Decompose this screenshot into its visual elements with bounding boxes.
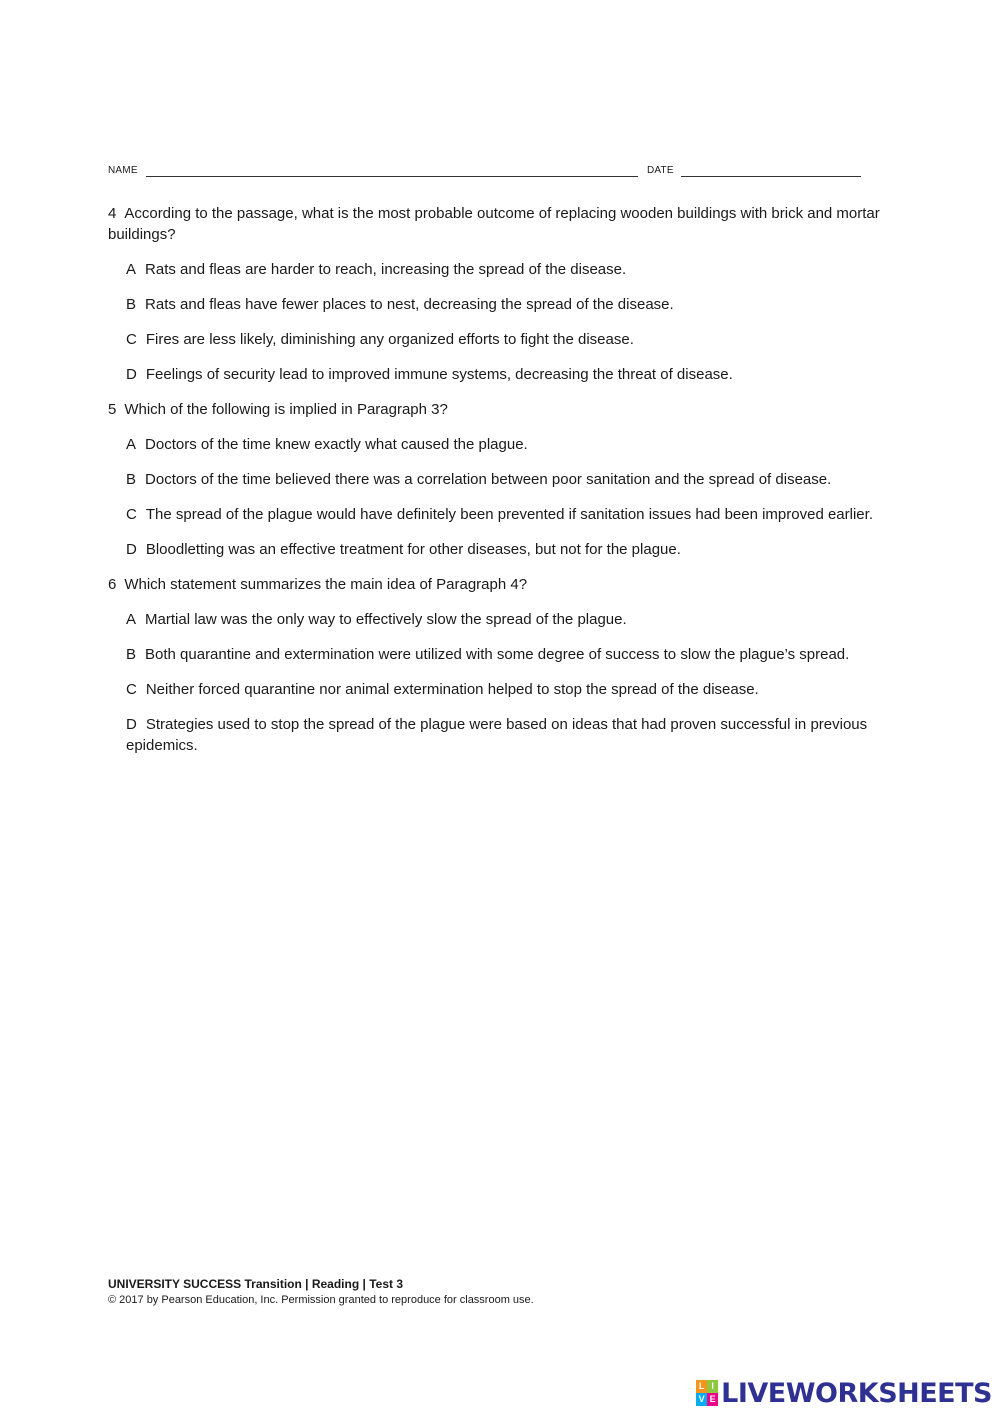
question-number: 6 [108, 576, 117, 593]
question-number: 4 [108, 205, 117, 222]
option-text: Rats and fleas are harder to reach, increasing the spread of the disease. [145, 261, 627, 278]
question-stem [108, 203, 898, 245]
question-5 [108, 399, 898, 560]
date-field-line[interactable] [681, 176, 861, 177]
page-footer [108, 1276, 534, 1308]
question-text: Which statement summarizes the main idea of Paragraph 4? [124, 576, 528, 593]
answer-option[interactable] [126, 609, 898, 630]
option-letter: A [126, 436, 137, 453]
name-label: NAME [108, 165, 138, 176]
option-text: Rats and fleas have fewer places to nest, decreasing the spread of the disease. [145, 296, 674, 313]
option-letter: D [126, 366, 137, 383]
option-letter: B [126, 471, 137, 488]
option-letter: A [126, 611, 137, 628]
question-number: 5 [108, 401, 117, 418]
option-text: Martial law was the only way to effectively slow the spread of the plague. [145, 611, 627, 628]
liveworksheets-logo[interactable] [696, 1375, 992, 1411]
logo-letter: L [696, 1380, 707, 1393]
answer-option[interactable] [126, 469, 898, 490]
question-4 [108, 203, 898, 385]
option-text: Fires are less likely, diminishing any organized efforts to fight the disease. [145, 331, 634, 348]
option-text: Strategies used to stop the spread of the plague were based on ideas that had proven successful in previous epidemics. [126, 716, 868, 754]
logo-letter: I [707, 1380, 718, 1393]
brand-wordmark: LIVEWORKSHEETS [721, 1377, 992, 1409]
option-letter: D [126, 716, 137, 733]
answer-option[interactable] [126, 539, 898, 560]
option-letter: B [126, 296, 137, 313]
name-field-line[interactable] [146, 176, 638, 177]
option-letter: A [126, 261, 137, 278]
footer-copyright: © 2017 by Pearson Education, Inc. Permission granted to reproduce for classroom use. [108, 1294, 534, 1306]
answer-option[interactable] [126, 294, 898, 315]
option-letter: B [126, 646, 137, 663]
option-text: The spread of the plague would have definitely been prevented if sanitation issues had been improved earlier. [145, 506, 873, 523]
answer-option[interactable] [126, 504, 898, 525]
answer-option[interactable] [126, 434, 898, 455]
logo-letter: V [696, 1393, 707, 1406]
question-text: Which of the following is implied in Paragraph 3? [124, 401, 448, 418]
option-letter: C [126, 681, 137, 698]
option-text: Doctors of the time knew exactly what caused the plague. [145, 436, 528, 453]
option-text: Bloodletting was an effective treatment for other diseases, but not for the plague. [145, 541, 681, 558]
name-date-header [108, 163, 868, 179]
option-letter: C [126, 331, 137, 348]
logo-mark-icon [696, 1380, 718, 1406]
option-text: Doctors of the time believed there was a correlation between poor sanitation and the spread of disease. [145, 471, 832, 488]
option-text: Both quarantine and extermination were utilized with some degree of success to slow the plague’s spread. [145, 646, 850, 663]
answer-option[interactable] [126, 364, 898, 385]
answer-option[interactable] [126, 679, 898, 700]
option-text: Neither forced quarantine nor animal extermination helped to stop the spread of the disease. [145, 681, 759, 698]
logo-letter: E [707, 1393, 718, 1406]
option-letter: C [126, 506, 137, 523]
answer-option[interactable] [126, 329, 898, 350]
answer-option[interactable] [126, 259, 898, 280]
answer-option[interactable] [126, 714, 898, 756]
date-label: DATE [647, 165, 674, 176]
question-list [108, 203, 898, 770]
option-text: Feelings of security lead to improved immune systems, decreasing the threat of disease. [145, 366, 733, 383]
footer-title: UNIVERSITY SUCCESS Transition | Reading | Test 3 [108, 1277, 403, 1291]
answer-option[interactable] [126, 644, 898, 665]
question-stem [108, 399, 898, 420]
option-letter: D [126, 541, 137, 558]
question-stem [108, 574, 898, 595]
question-6 [108, 574, 898, 756]
question-text: According to the passage, what is the most probable outcome of replacing wooden buildings with brick and mortar buildings? [108, 205, 880, 243]
